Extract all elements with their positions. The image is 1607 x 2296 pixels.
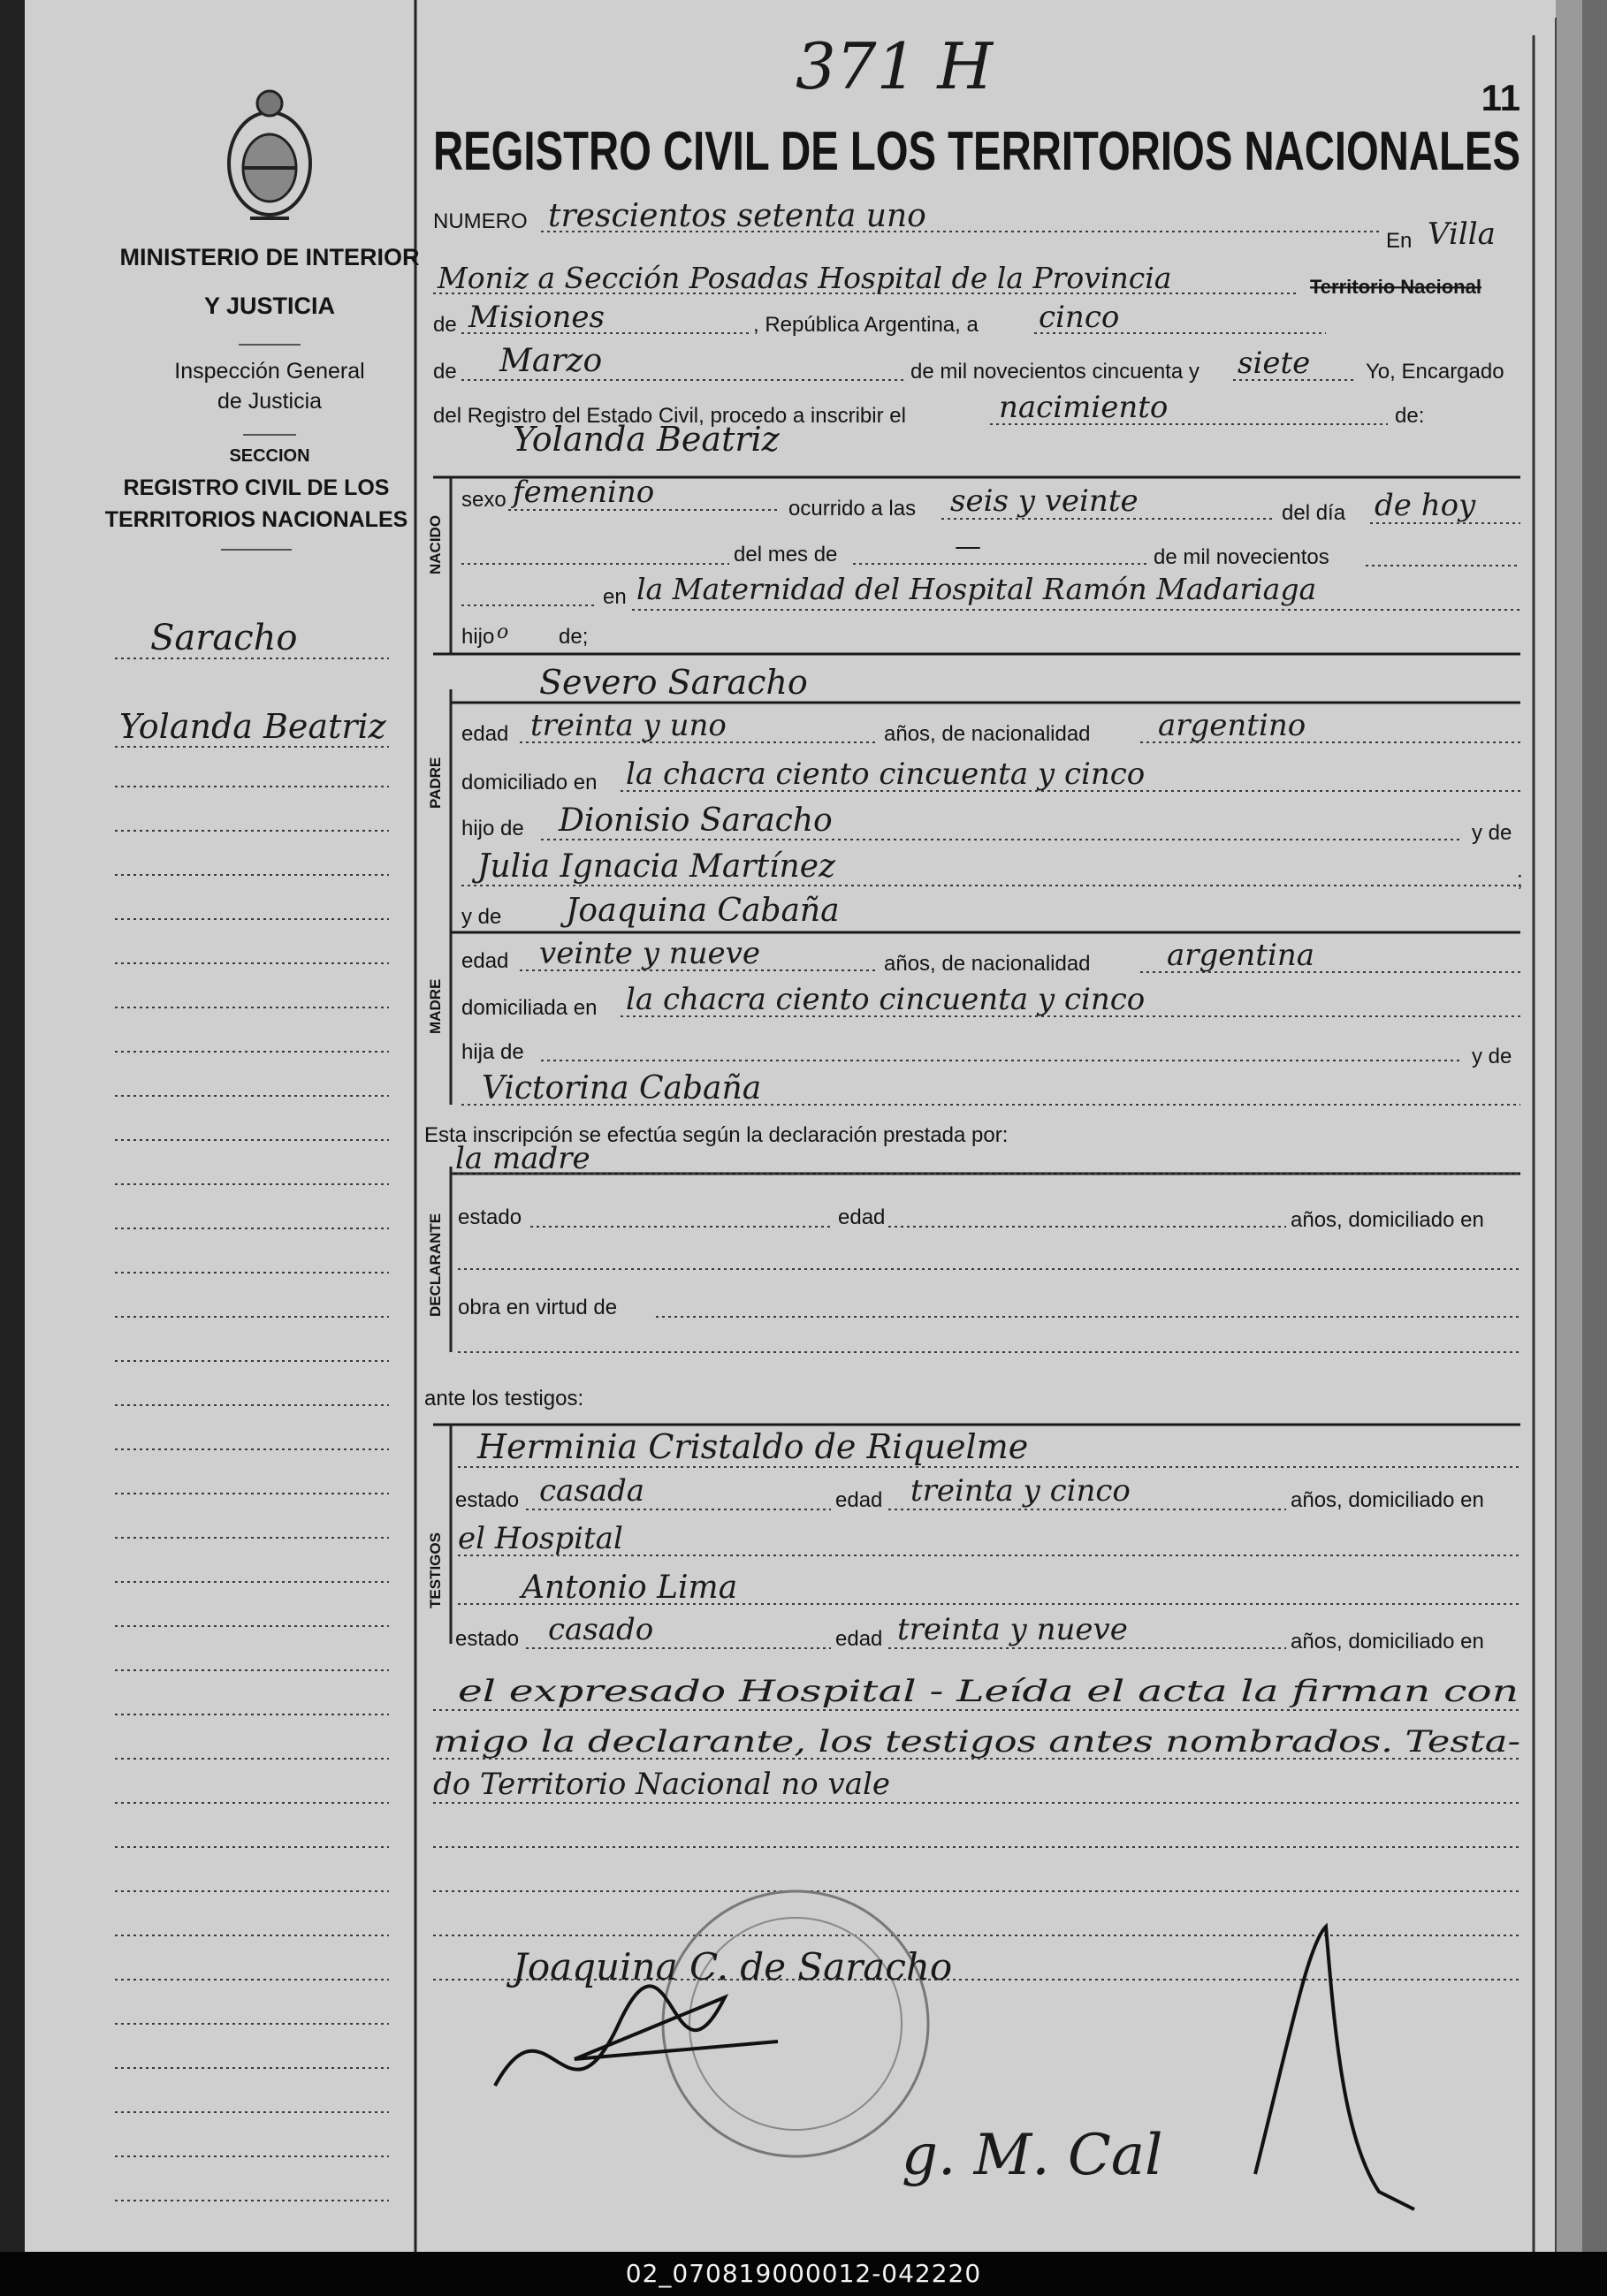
lugar-value: la Maternidad del Hospital Ramón Madariaga [636, 572, 1317, 606]
madre-y-de-label: y de [461, 905, 502, 929]
madre-hija-de-label: hija de [461, 1040, 524, 1064]
hora-value: seis y veinte [950, 483, 1139, 519]
sidebar-inspection-1: Inspección General [174, 359, 365, 384]
witness2-domicilio: el expresado Hospital - Leída el acta la firman con [458, 1674, 1519, 1709]
witness2-domicilio-label: años, domiciliado en [1291, 1630, 1484, 1654]
madre-mother-value: Victorina Cabaña [482, 1070, 762, 1106]
sexo-value: femenino [513, 475, 655, 510]
numero-value: trescientos setenta uno [548, 198, 926, 234]
declarante-side-label: DECLARANTE [427, 1213, 444, 1317]
padre-nacionalidad-value: argentino [1158, 708, 1306, 743]
padre-side-label: PADRE [427, 756, 444, 809]
mes-value: — [955, 531, 981, 562]
month-value: Marzo [499, 343, 603, 379]
footer-code: 02_070819000012-042220 [625, 2259, 982, 2288]
sidebar-ministry-1: MINISTERIO DE INTERIOR [119, 244, 420, 270]
territory-label: Territorio Nacional [1310, 276, 1481, 298]
closing-line-2: do Territorio Nacional no vale [433, 1767, 891, 1802]
padre-domicilio-value: la chacra ciento cincuenta y cinco [626, 756, 1146, 792]
padre-edad-label: edad [461, 722, 509, 746]
nacido-side-label: NACIDO [427, 514, 444, 574]
svg-text:;: ; [1517, 868, 1523, 892]
witness1-name: Herminia Cristaldo de Riquelme [477, 1427, 1029, 1466]
sidebar-section-label: SECCION [229, 446, 310, 466]
madre-nacionalidad-label: años, de nacionalidad [884, 952, 1091, 976]
mes-label: del mes de [734, 543, 838, 566]
en-label: En [1386, 229, 1413, 253]
madre-domicilio-label: domiciliada en [461, 996, 598, 1020]
witness2-estado-label: estado [455, 1627, 520, 1651]
padre-domicilio-label: domiciliado en [461, 771, 598, 794]
madre-nacionalidad-value: argentina [1167, 938, 1315, 973]
testigos-side-label: TESTIGOS [427, 1532, 444, 1608]
day-value: cinco [1039, 300, 1120, 335]
sidebar-ministry-2: Y JUSTICIA [203, 293, 336, 319]
sidebar-inspection-2: de Justicia [217, 389, 323, 414]
de-value: Misiones [468, 300, 605, 335]
testigos-intro-label: ante los testigos: [424, 1387, 584, 1410]
footer-bar [0, 2252, 1607, 2296]
page-number: 11 [1481, 77, 1520, 118]
ocurrido-label: ocurrido a las [788, 497, 917, 521]
padre-y-de-label: y de [1472, 821, 1512, 845]
witness1-edad-label: edad [835, 1488, 883, 1512]
numero-label: NUMERO [433, 209, 528, 233]
declarante-domicilio-label: años, domiciliado en [1291, 1208, 1484, 1232]
anio-label: de mil novecientos [1154, 545, 1329, 569]
madre-domicilio-value: la chacra ciento cincuenta y cinco [626, 982, 1146, 1017]
hijo-suffix: de; [559, 625, 589, 649]
sidebar-section-name-1: REGISTRO CIVIL DE LOS [123, 475, 390, 500]
padre-mother-value: Julia Ignacia Martínez [477, 848, 836, 885]
witness1-edad: treinta y cinco [910, 1473, 1131, 1509]
madre-edad-value: veinte y nueve [539, 936, 760, 971]
dia-label: del día [1282, 501, 1346, 525]
en-value: Villa [1428, 217, 1496, 252]
act-de-label: de: [1395, 404, 1425, 428]
nacido-en-label: en [603, 585, 627, 609]
month-label: de [433, 360, 457, 384]
margin-name: Yolanda Beatriz [119, 707, 386, 746]
sidebar-section-name-2: TERRITORIOS NACIONALES [104, 507, 408, 532]
page-title: REGISTRO CIVIL DE LOS TERRITORIOS NACIONALES [433, 121, 1520, 182]
padre-hijo-de-label: hijo de [461, 817, 524, 840]
margin-surname: Saracho [150, 618, 298, 658]
dia-value: de hoy [1375, 488, 1476, 523]
madre-name-value: Joaquina Cabaña [566, 893, 840, 929]
signature-2: g. M. Cal [902, 2123, 1163, 2188]
declarante-intro-label: Esta inscripción se efectúa según la declaración prestada por: [424, 1123, 1009, 1147]
madre-y-de2-label: y de [1472, 1045, 1512, 1068]
act-type-value: nacimiento [999, 390, 1169, 425]
padre-name-value: Severo Saracho [539, 663, 808, 702]
padre-nacionalidad-label: años, de nacionalidad [884, 722, 1091, 746]
handwritten-act-number: 371 H [796, 29, 994, 103]
declarant-value: la madre [455, 1141, 590, 1176]
child-name-value: Yolanda Beatriz [513, 420, 780, 459]
encargado-label: Yo, Encargado [1366, 360, 1504, 384]
witness2-estado: casado [548, 1612, 654, 1647]
year-label: de mil novecientos cincuenta y [910, 360, 1200, 384]
sexo-label: sexo [461, 488, 506, 512]
closing-line-1: migo la declarante, los testigos antes nombrados. Testa- [433, 1724, 1520, 1760]
witness1-estado-label: estado [455, 1488, 520, 1512]
padre-edad-value: treinta y uno [530, 708, 727, 743]
witness1-estado: casada [539, 1473, 645, 1509]
witness1-domicilio-label: años, domiciliado en [1291, 1488, 1484, 1512]
signature-1: Joaquina C. de Saracho [513, 1945, 953, 1988]
de-label: de [433, 313, 457, 337]
witness2-name: Antonio Lima [522, 1570, 738, 1606]
witness2-edad: treinta y nueve [897, 1612, 1128, 1647]
registry-label: del Registro del Estado Civil, procedo a inscribir el [433, 404, 906, 428]
locality-value: Moniz a Sección Posadas Hospital de la Provincia [438, 261, 1172, 295]
declarante-obra-label: obra en virtud de [458, 1296, 618, 1319]
witness1-domicilio: el Hospital [458, 1521, 623, 1556]
padre-father-value: Dionisio Saracho [559, 802, 833, 839]
year-value: siete [1238, 346, 1311, 381]
witness2-edad-label: edad [835, 1627, 883, 1651]
svg-text:o: o [497, 621, 509, 643]
republic-label: , República Argentina, a [753, 313, 979, 337]
madre-side-label: MADRE [427, 978, 444, 1034]
declarante-estado-label: estado [458, 1205, 522, 1229]
declarante-edad-label: edad [838, 1205, 886, 1229]
hijo-label: hijo [461, 625, 495, 649]
madre-edad-label: edad [461, 949, 509, 973]
